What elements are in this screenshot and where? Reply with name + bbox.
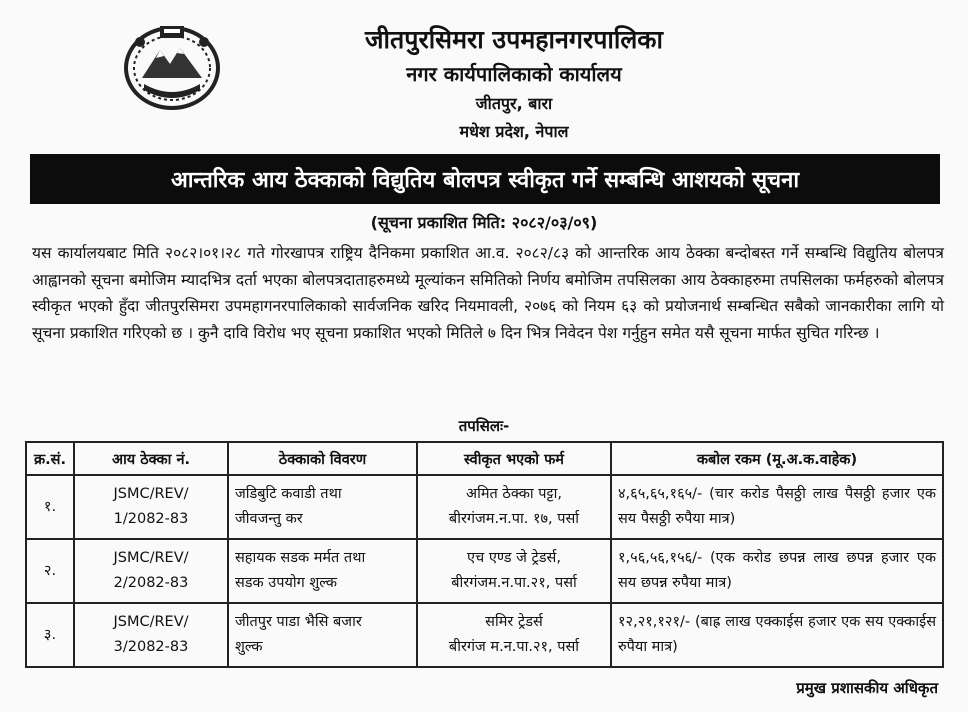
header-amount: कबोल रकम (मू.अ.क.वाहेक) (611, 442, 943, 475)
notice-title-banner (30, 154, 940, 204)
firm-line: अमित ठेक्का पट्टा, (466, 486, 562, 502)
firm-line: बीरगंजम.न.पा.२१, पर्सा (451, 575, 577, 591)
contract-no-line: 3/2082-83 (113, 639, 189, 655)
schedule-label: तपसिलः- (458, 417, 510, 435)
contract-no-line: 1/2082-83 (113, 511, 189, 527)
row-description (228, 539, 417, 603)
office-location: जीतपुर, बारा (475, 94, 553, 113)
table-header-row (26, 442, 943, 475)
table-row (26, 475, 943, 539)
contract-no-line: 2/2082-83 (113, 575, 189, 591)
description-line: जीवजन्तु कर (235, 511, 303, 527)
firm-line: एच एण्ड जे ट्रेडर्स, (467, 550, 561, 566)
firm-line: बीरगंज म.न.पा.२१, पर्सा (448, 639, 580, 655)
contract-no-line: JSMC/REV/ (113, 614, 189, 630)
header-firm: स्वीकृत भएको फर्म (417, 442, 611, 475)
row-description (228, 475, 417, 539)
description-line: सहायक सडक मर्मत तथा (235, 550, 366, 566)
row-firm (417, 603, 611, 667)
row-serial: २. (26, 539, 74, 603)
firm-line: बीरगंजम.न.पा. १७, पर्सा (448, 511, 580, 527)
office-name: नगर कार्यपालिकाको कार्यालय (406, 62, 622, 86)
municipality-name: जीतपुरसिमरा उपमहानगरपालिका (365, 25, 663, 54)
description-line: जीतपुर पाडा भैसि बजार (235, 614, 362, 630)
row-contract-no (74, 603, 228, 667)
firm-line: समिर ट्रेडर्स (485, 614, 543, 630)
row-contract-no (74, 539, 228, 603)
row-amount: १२,२१,१२१/- (बाह्र लाख एक्काईस हजार एक सय एक्काईस रुपैया मात्र) (611, 603, 943, 667)
table-row (26, 539, 943, 603)
row-description (228, 603, 417, 667)
notice-body: यस कार्यालयबाट मिति २०८२।०१।२८ गते गोरखापत्र राष्ट्रिय दैनिकमा प्रकाशित आ.व. २०८२/८३ को आन्तरिक आय ठेक्का बन्दोबस्त गर्ने सम्बन्धि विद्युतिय बोलपत्र आह्वानको सूचना बमोजिम म्यादभित्र दर्ता भएका बोलपत्रदाताहरुमध्ये मूल्यांकन समितिको निर्णय बमोजिम तपसिलका आय ठेक्काहरुमा तपसिलका फर्महरुको बोलपत्र स्वीकृत भएको हुँदा जीतपुरसिमरा उपमहागनरपालिकाको सार्वजनिक खरिद नियमावली, २०७६ को नियम ६३ को प्रयोजनार्थ सम्बन्धित सबैको जानकारीका लागि यो सूचना प्रकाशित गरिएको छ । कुनै दावि विरोध भए सूचना प्रकाशित भएको मितिले ७ दिन भित्र निवेदन पेश गर्नुहुन समेत यसै सूचना मार्फत सुचित गरिन्छ । (32, 244, 944, 342)
header-serial: क्र.सं. (26, 442, 74, 475)
signature-title: प्रमुख प्रशासकीय अधिकृत (796, 679, 938, 697)
description-line: जडिबुटि कवाडी तथा (235, 486, 342, 502)
header-description: ठेक्काको विवरण (228, 442, 417, 475)
row-firm (417, 475, 611, 539)
notice-title: आन्तरिक आय ठेक्काको विद्युतिय बोलपत्र स्वीकृत गर्ने सम्बन्धि आशयको सूचना (170, 168, 800, 193)
publish-date: (सूचना प्रकाशित मिति: २०८२/०३/०९) (370, 213, 598, 232)
row-amount: १,५६,५६,१५६/- (एक करोड छपन्न लाख छपन्न हजार एक सय छपन्न रुपैया मात्र) (611, 539, 943, 603)
table-row (26, 603, 943, 667)
row-serial: १. (26, 475, 74, 539)
office-province: मधेश प्रदेश, नेपाल (459, 122, 569, 141)
contract-no-line: JSMC/REV/ (113, 550, 189, 566)
row-amount: ४,६५,६५,१६५/- (चार करोड पैसठ्ठी लाख पैसठ्ठी हजार एक सय पैसठ्ठी रुपैया मात्र) (611, 475, 943, 539)
header-contract-no: आय ठेक्का नं. (74, 442, 228, 475)
contract-no-line: JSMC/REV/ (113, 486, 189, 502)
description-line: सडक उपयोग शुल्क (235, 575, 337, 591)
row-contract-no (74, 475, 228, 539)
contracts-table (25, 441, 944, 668)
row-serial: ३. (26, 603, 74, 667)
description-line: शुल्क (235, 639, 263, 655)
row-firm (417, 539, 611, 603)
